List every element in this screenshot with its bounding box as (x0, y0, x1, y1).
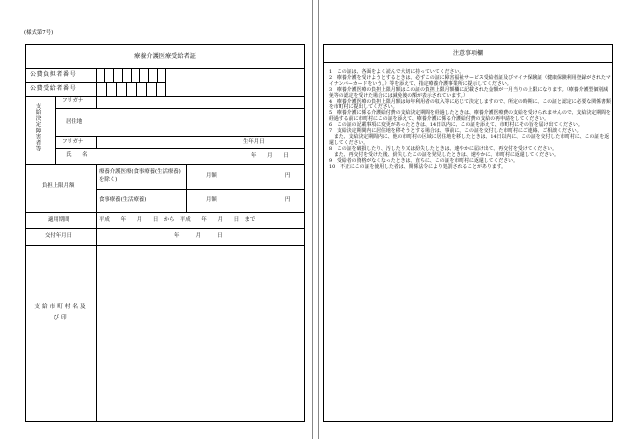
note-item: また、支給決定期間内に、他の市町村の区域に居住地を移したときは、14日以内に、この証を交付した市町村に、この証を返還してください。 (329, 133, 610, 146)
public-recipient-number-label: 公費受給者番号 (30, 85, 77, 92)
note-item: 2 療養介護を受けようとするときは、必ずこの証に障害福祉サービス受給者証及びマイナ保険証（健康保険利用登録がされたマイナンバーカードをいう。）等を添えて、指定療養介護事業所に提示してください。 (329, 74, 611, 87)
notes-title: 注意事項欄 (452, 50, 483, 57)
note-item: 10 不正にこの証を使用した者は、関係法令により処罰されることがあります。 (329, 163, 507, 170)
note-item: 7 支給決定期間内に居住地を移そうとする場合は、事前に、この証を交付した市町村にご連絡、ご相談ください。 (329, 128, 582, 135)
monthly-amount-label: 月額 (206, 173, 217, 179)
furigana-label: フリガナ (62, 98, 84, 104)
validity-label: 適用期間 (48, 217, 70, 223)
certificate-title: 療養介護医療受給者証 (134, 53, 196, 60)
address-label: 居住地 (66, 119, 83, 125)
issue-date-label: 交付年月日 (45, 233, 72, 239)
furigana-label-2: フリガナ (62, 139, 84, 145)
note-item: 6 この証の記載事項に変更があったときは、14日以内に、この証を添えて、市町村にその旨を届け出てください。 (329, 122, 583, 129)
note-item: 3 療養介護医療の負担上限月額はこの証の負担上限月額欄に記載された金額が一月当りの上限になります。（療養介護型個別減免等の認定を受けた場合には減免後の額が表示されています。） (329, 86, 609, 99)
monthly-amount-label-2: 月額 (206, 197, 217, 203)
note-item: 5 療養介護に係る介護給付費の支給決定期間を経過したときは、療養介護医療費の支給を受けられませんので、支給決定期間を経過する前に市町村にこの証を添えて、療養介護に係る介護給付費の支給の再申請をしてください。 (329, 110, 611, 123)
public-payer-number-label: 公費負担者番号 (30, 71, 77, 78)
issue-date-text: 年 月 日 (174, 233, 223, 239)
validity-text: 平成 年 月 日 から 平成 年 月 日 まで (99, 217, 256, 223)
nursing-care-cost-label: 療養介護医療(食事療養(生活療養)を除く) (99, 169, 181, 183)
note-item: 9 受給者の資格がなくなったときは、直ちに、この証を市町村に返還してください。 (329, 157, 518, 164)
birthdate-units: 年 月 日 (251, 153, 289, 159)
note-item: また、再交付を受けた後、紛失したこの証を発見したときは、速やかに、市町村に返還してください。 (329, 151, 559, 158)
meal-cost-label: 食事療養(生活療養) (99, 197, 147, 203)
form-number: (様式第7号) (24, 30, 54, 36)
municipality-label: 支給市町村名及び印 (34, 304, 88, 321)
yen-unit: 円 (285, 173, 291, 179)
monthly-limit-label: 負担上限月額 (42, 183, 75, 189)
birthdate-label: 生年月日 (243, 139, 265, 145)
payment-decision-label: 支給決定障害者等 (34, 103, 41, 152)
notes-list (329, 70, 612, 170)
yen-unit-2: 円 (285, 197, 291, 203)
name-label: 氏 名 (66, 152, 88, 158)
note-item: 8 この証を破損したり、汚したり又は紛失したときは、速やかに届け出て、再交付を受けてください。 (329, 145, 557, 152)
note-item: 1 この証は、各面をよく読んで大切に持っていてください。 (329, 69, 465, 75)
note-item: 4 療養介護医療の負担上限月額は毎年利用者の収入等に応じて決定しますので、所定の時期に、この証と認定に必要な関係書類を市町村に提出してください。 (329, 98, 611, 111)
